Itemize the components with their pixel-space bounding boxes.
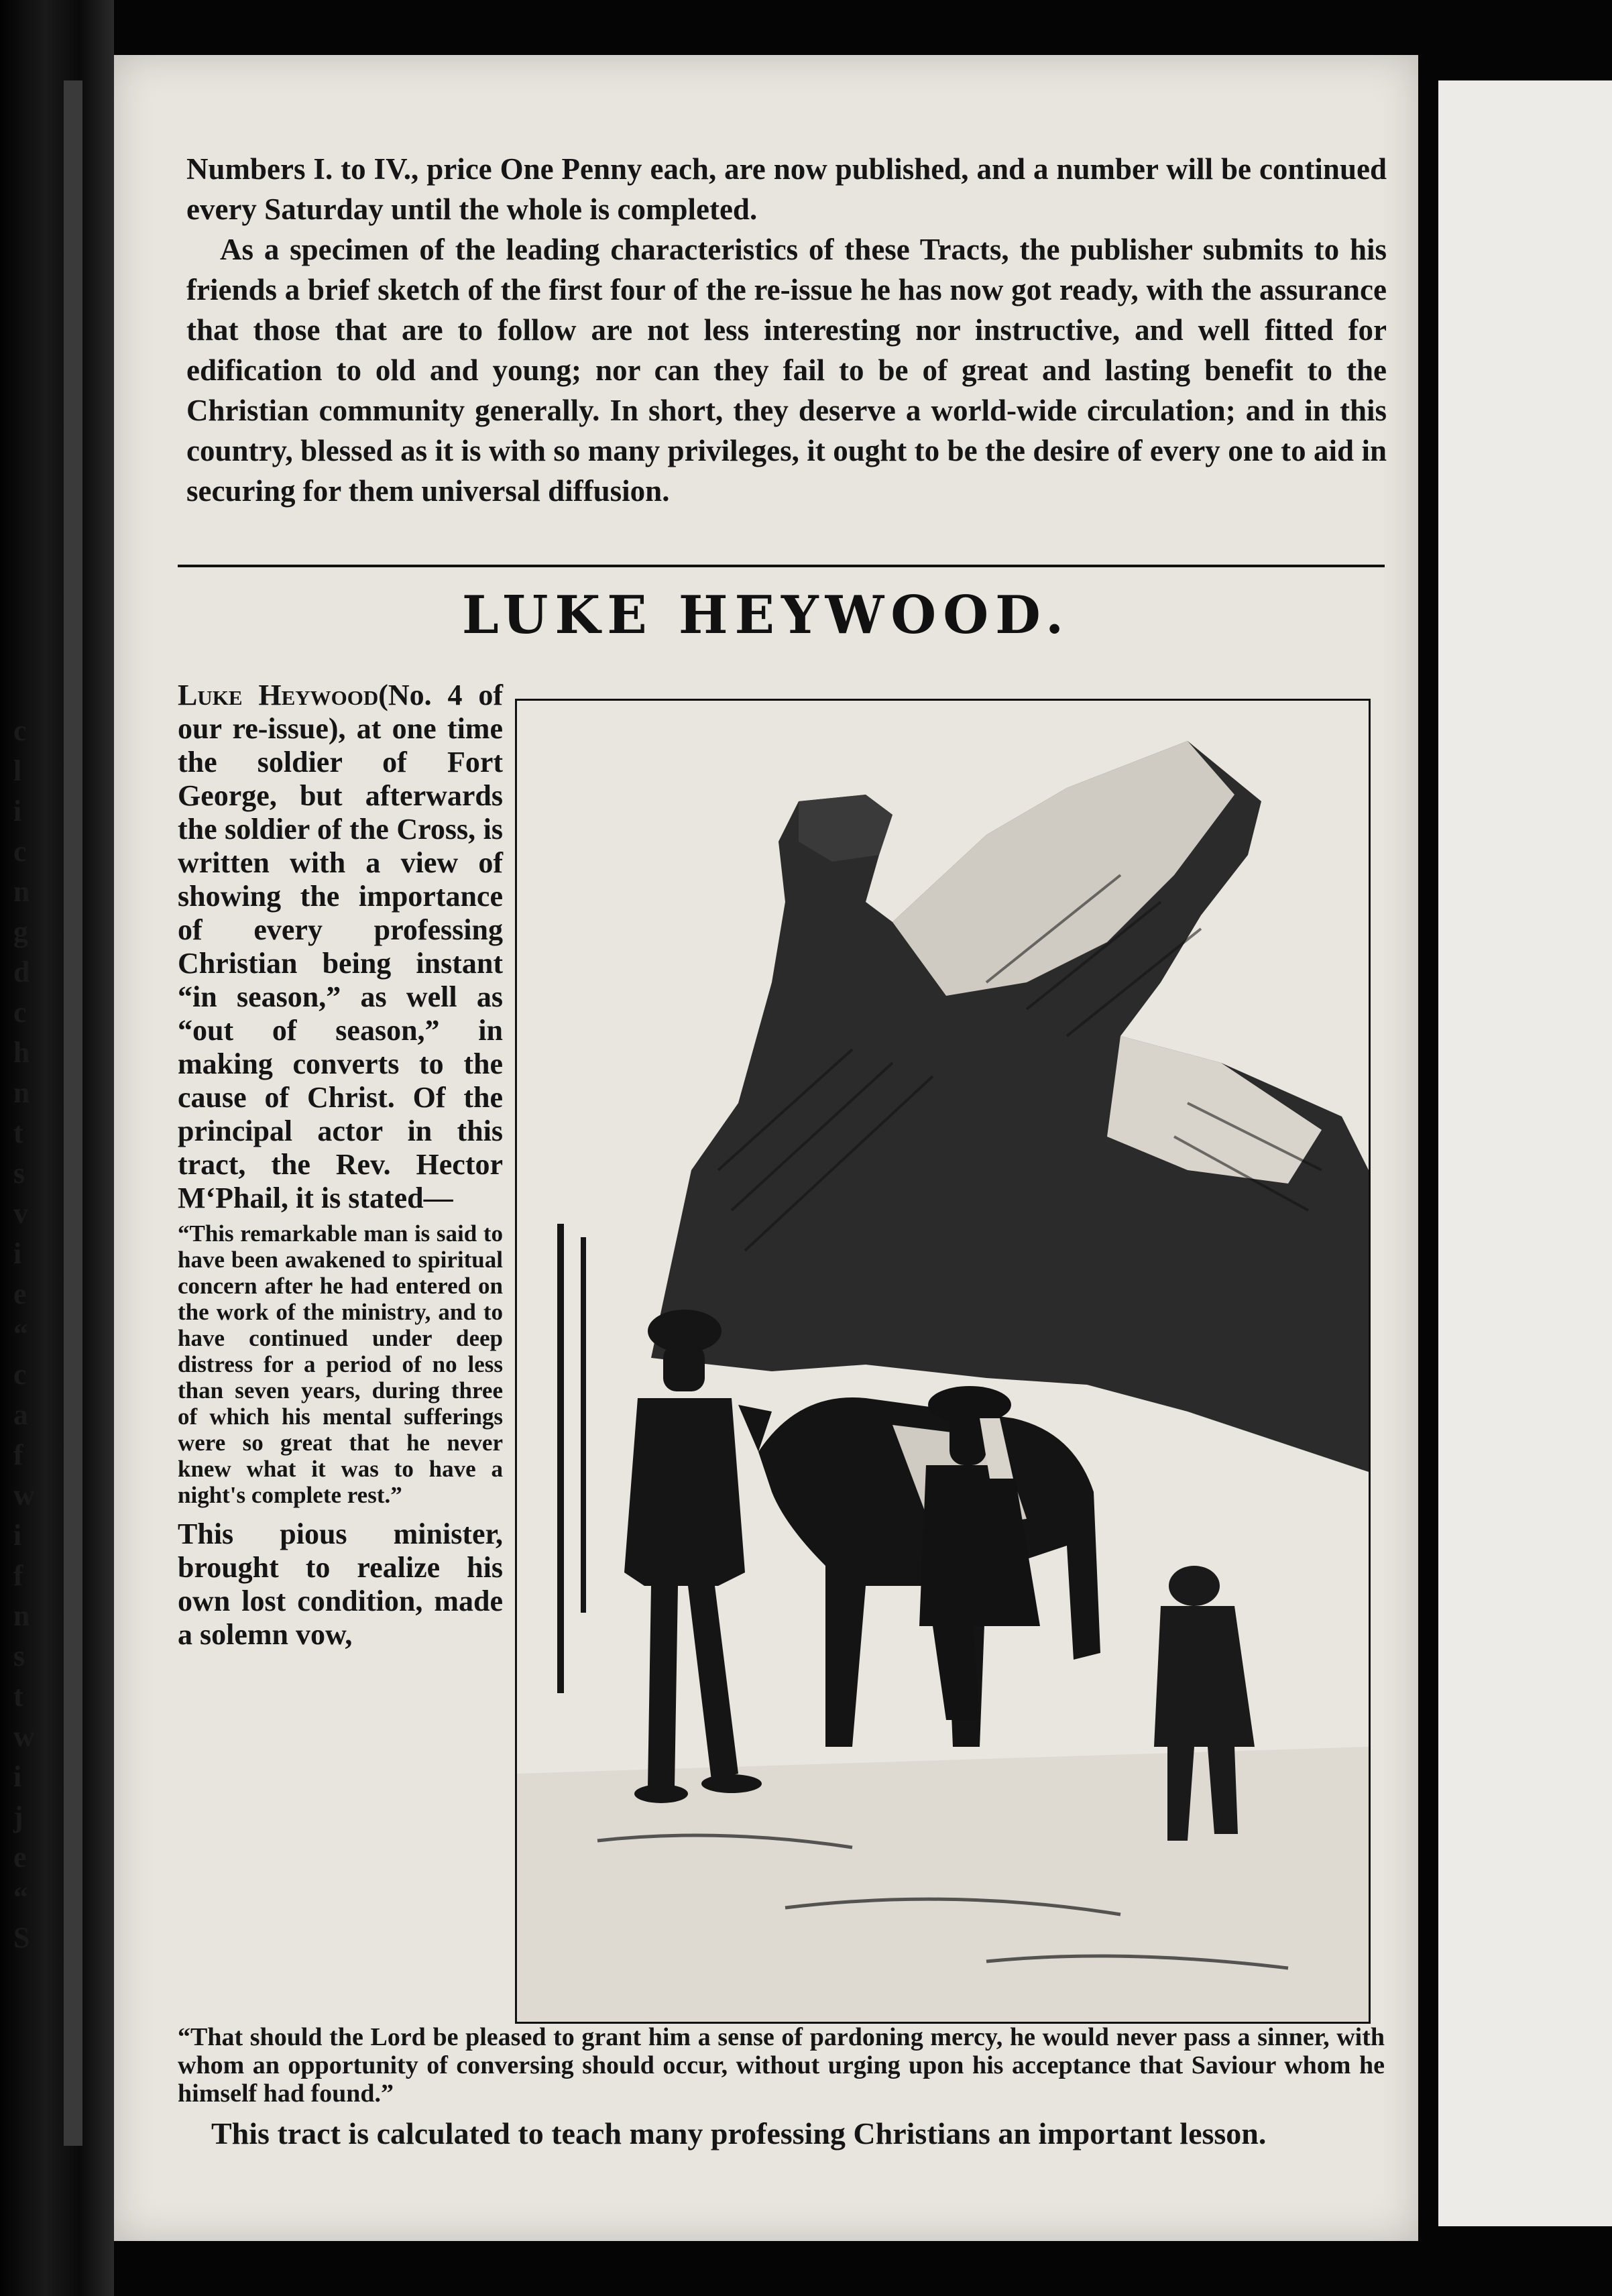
- scanned-page: [114, 55, 1418, 2241]
- bleed-through-letters: c l i c n g d c h n t s v i e “ c a f w i f n s t w i j e “ S: [13, 714, 35, 1954]
- article-quote: “This remarkable man is said to have been awakened to spiritual concern after he had entered on the work of the ministry, and to have continued under deep distress for a period of no less than seven years, during three of which his mental sufferings were so great that he never knew what it was to have a night's complete rest.”: [178, 1220, 503, 1508]
- article-title: LUKE HEYWOOD.: [461, 585, 1071, 646]
- intro-paragraph-1: Numbers I. to IV., price One Penny each, are now published, and a number will be continued every Saturday until the whole is completed.: [186, 152, 1387, 226]
- lead-text: (No. 4 of our re-issue), at one time the soldier of Fort George, but afterwards the soldier of the Cross, is written with a view of showing the importance of every professing Christian being instant “in season,” as well as “out of season,” in making converts to the cause of Christ. Of the principal actor in this tract, the Rev. Hector M‘Phail, it is stated—: [178, 679, 503, 1214]
- intro-paragraph-2: As a specimen of the leading characteristics of these Tracts, the publisher submits to his friends a brief sketch of the first four of the re-issue he has now got ready, with the assurance that those that are to follow are not less interesting nor instructive, and well fitted for edification to old and young; nor can they fail to be of great and lasting benefit to the Christian community generally. In short, they deserve a world-wide circulation; and in this country, blessed as it is with so many privileges, it ought to be the desire of every one to aid in securing for them universal diffusion.: [186, 233, 1387, 508]
- section-divider: [178, 565, 1385, 567]
- article-lead: [178, 679, 503, 1215]
- vow-quote: “That should the Lord be pleased to grant him a sense of pardoning mercy, he would never pass a sinner, with whom an opportunity of conversing should occur, without urging upon his acceptance that Saviour whom he himself had found.”: [178, 2023, 1385, 2108]
- engraving-illustration: [517, 701, 1369, 2022]
- article-left-column: [178, 679, 503, 1652]
- article-bottom: [178, 2023, 1385, 2152]
- lead-name: Luke Heywood: [178, 679, 379, 711]
- illustration-frame: [515, 699, 1371, 2024]
- closing-line: This tract is calculated to teach many professing Christians an important lesson.: [211, 2116, 1267, 2150]
- intro-text: [186, 149, 1387, 511]
- article-continuation: This pious minister, brought to realize his own lost condition, made a solemn vow,: [178, 1517, 503, 1651]
- facing-page-edge: [1438, 80, 1612, 2226]
